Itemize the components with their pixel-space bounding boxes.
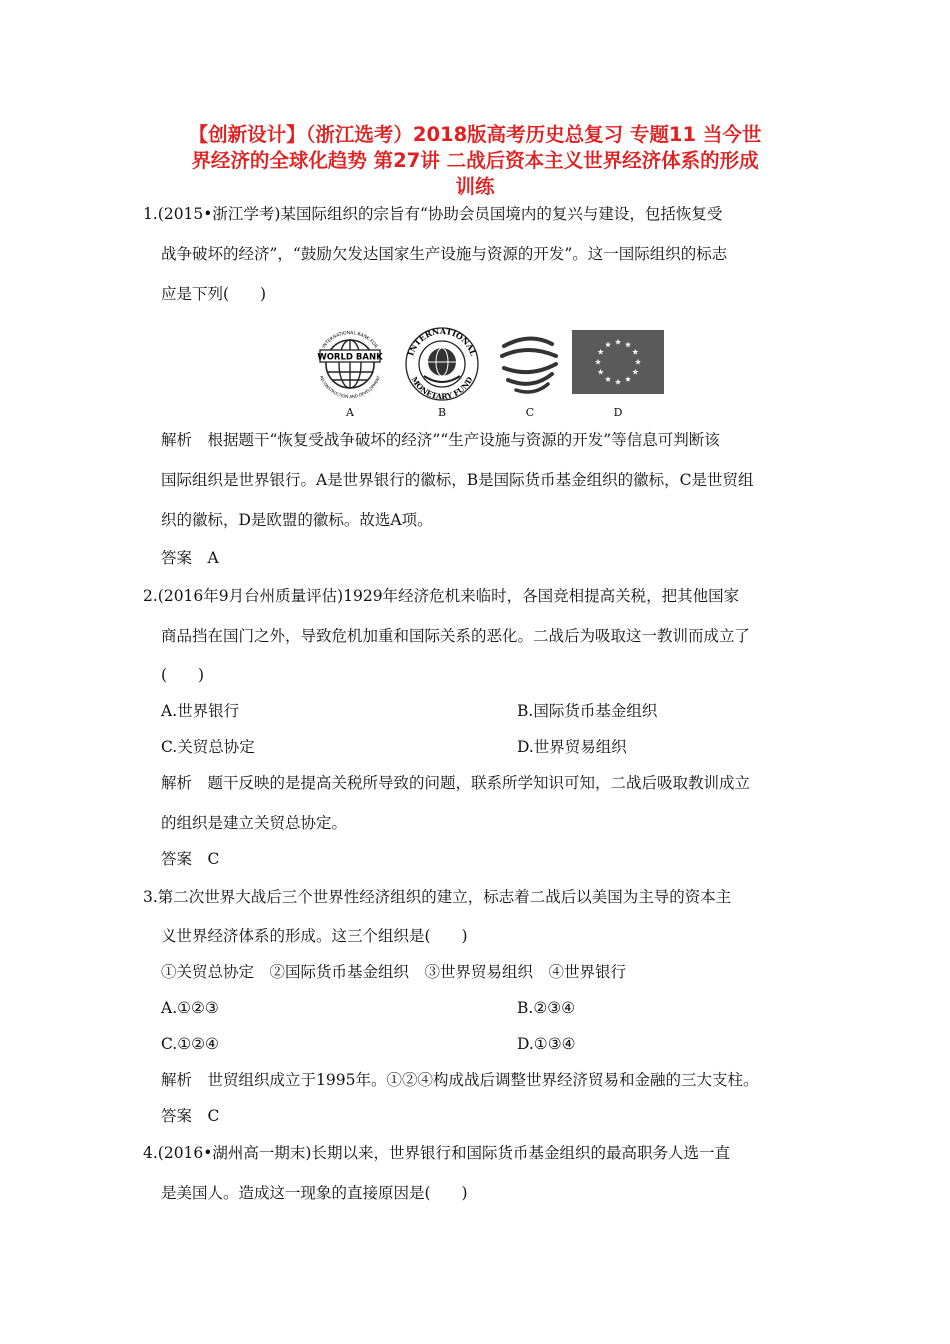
title-line: 界经济的全球化趋势 第27讲 二战后资本主义世界经济体系的形成 [191,149,759,172]
title-line: 【创新设计】（浙江选考）2018版高考历史总复习 专题11 当今世 [188,123,762,146]
document-title [120,122,830,200]
logo-caption-a: A [346,406,354,419]
q1-stem-line: 应是下列( ) [161,285,267,303]
q1-analysis-line: 织的徽标，D是欧盟的徽标。故选A项。 [161,511,433,529]
svg-text:MONETARY FUND [410,375,475,401]
logo-options [300,326,670,421]
q1-stem-line: 战争破坏的经济”，“鼓励欠发达国家生产设施与资源的开发”。这一国际组织的标志 [161,245,728,263]
q2-answer: 答案 C [161,850,220,868]
logo-caption-d: D [613,406,623,419]
world-bank-mid-text: WORLD BANK [317,352,383,363]
q1-analysis-line: 国际组织是世界银行。A是世界银行的徽标，B是国际货币基金组织的徽标，C是世贸组 [161,471,754,489]
q2-analysis-line: 的组织是建立关贸总协定。 [161,814,348,832]
q3-option-c: C.①②④ [161,1035,219,1053]
logo-caption-c: C [525,406,535,419]
q2-option-d: D.世界贸易组织 [517,738,627,756]
q1-answer: 答案 A [161,549,219,567]
q3-analysis: 解析 世贸组织成立于1995年。①②④构成战后调整世界经济贸易和金融的三大支柱。 [161,1071,759,1089]
imf-logo [404,326,480,402]
logo-caption-b: B [437,406,447,419]
q2-option-b: B.国际货币基金组织 [517,702,658,720]
q2-stem-line: 商品挡在国门之外，导致危机加重和国际关系的恶化。二战后为吸取这一教训而成立了 [161,627,751,645]
eu-flag-logo [572,330,664,394]
q2-option-c: C.关贸总协定 [161,738,255,756]
world-bank-top-text: INTERNATIONAL BANK FOR [321,330,378,350]
imf-top-text: INTERNATIONAL [405,326,479,358]
world-bank-bottom-text: RECONSTRUCTION AND DEVELOPMENT [318,375,382,400]
world-bank-logo [312,326,388,402]
wto-logo [496,326,564,402]
q3-stem-line: 3.第二次世界大战后三个世界性经济组织的建立，标志着二战后以美国为主导的资本主 [143,888,732,906]
q2-option-a: A.世界银行 [161,702,240,720]
q3-items: ①关贸总协定 ②国际货币基金组织 ③世界贸易组织 ④世界银行 [161,963,627,981]
q1-analysis-line: 解析 根据题干“恢复受战争破坏的经济”“生产设施与资源的开发”等信息可判断该 [161,431,720,449]
q1-stem-line: 1.(2015•浙江学考)某国际组织的宗旨有“协助会员国境内的复兴与建设，包括恢复受 [143,205,723,223]
q3-stem-line: 义世界经济体系的形成。这三个组织是( ) [161,927,468,945]
q2-stem-line: 2.(2016年9月台州质量评估)1929年经济危机来临时，各国竞相提高关税，把其他国家 [143,587,740,605]
q3-option-a: A.①②③ [161,999,219,1017]
q3-option-d: D.①③④ [517,1035,576,1053]
q3-option-b: B.②③④ [517,999,576,1017]
q3-answer: 答案 C [161,1107,220,1125]
imf-bottom-text: MONETARY FUND [409,375,475,402]
q2-analysis-line: 解析 题干反映的是提高关税所导致的问题，联系所学知识可知，二战后吸取教训成立 [161,774,751,792]
q4-stem-line: 是美国人。造成这一现象的直接原因是( ) [161,1184,468,1202]
q4-stem-line: 4.(2016•湖州高一期末)长期以来，世界银行和国际货币基金组织的最高职务人选一直 [143,1144,730,1162]
title-line: 训练 [455,175,495,198]
q2-stem-line: ( ) [161,666,205,684]
